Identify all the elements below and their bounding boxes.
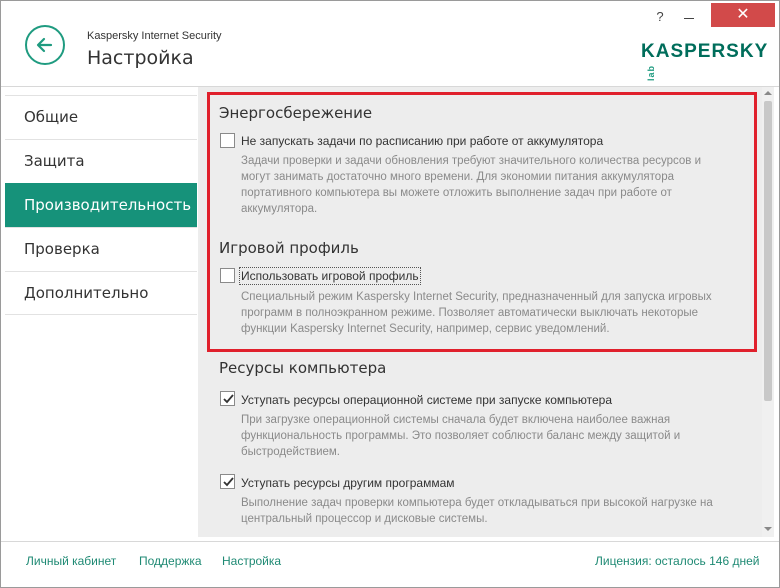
page-title: Настройка: [87, 47, 194, 69]
resources-os-checkbox[interactable]: [220, 391, 235, 406]
app-name: Kaspersky Internet Security: [87, 30, 222, 42]
back-button[interactable]: [25, 25, 65, 65]
minimize-button[interactable]: [675, 7, 703, 27]
scroll-thumb[interactable]: [764, 101, 772, 401]
sidebar-item-advanced[interactable]: Дополнительно: [5, 271, 197, 315]
power-desc-line: Задачи проверки и задачи обновления требуют значительного количества ресурсов и: [241, 155, 702, 167]
resources-os-desc-line: функциональность программы. Это позволяет соблюсти баланс между защитой и: [241, 430, 681, 442]
scroll-up-icon[interactable]: [764, 91, 772, 95]
footer: [1, 541, 779, 587]
scroll-down-icon[interactable]: [764, 527, 772, 531]
game-desc-line: функции Kaspersky Internet Security, например, сервис уведомлений.: [241, 323, 610, 335]
resources-os-desc-line: При загрузке операционной системы сначала будет включена наиболее важная: [241, 414, 671, 426]
resources-os-label[interactable]: Уступать ресурсы операционной системе при запуске компьютера: [241, 393, 613, 407]
resources-programs-checkbox[interactable]: [220, 474, 235, 489]
checkmark-icon: [222, 392, 235, 405]
help-button[interactable]: ?: [656, 9, 664, 24]
vertical-scrollbar[interactable]: [762, 87, 774, 537]
sidebar-item-scan[interactable]: Проверка: [5, 227, 197, 271]
game-section-title: Игровой профиль: [219, 239, 359, 257]
resources-section-title: Ресурсы компьютера: [219, 359, 387, 377]
highlight-frame: [207, 92, 757, 352]
power-option-label[interactable]: Не запускать задачи по расписанию при работе от аккумулятора: [241, 134, 604, 148]
resources-programs-desc-line: центральный процессор и дисковые системы.: [241, 513, 488, 525]
resources-programs-description: [241, 495, 741, 527]
support-link[interactable]: Поддержка: [139, 554, 202, 568]
license-status[interactable]: Лицензия: осталось 146 дней: [595, 554, 760, 568]
sidebar-item-performance[interactable]: Производительность: [5, 183, 197, 227]
game-option-label[interactable]: Использовать игровой профиль: [241, 269, 419, 283]
power-desc-line: портативного компьютера вы можете отложить выполнение задач при работе от: [241, 187, 672, 199]
arrow-left-icon: [35, 35, 55, 55]
header: [1, 1, 779, 87]
checkmark-icon: [222, 475, 235, 488]
close-button[interactable]: ✕: [711, 3, 775, 27]
sidebar: [5, 95, 197, 541]
minimize-icon: [684, 18, 694, 19]
sidebar-item-protection[interactable]: Защита: [5, 139, 197, 183]
game-desc-line: Специальный режим Kaspersky Internet Security, предназначенный для запуска игровых: [241, 291, 712, 303]
power-desc-line: аккумулятора.: [241, 203, 318, 215]
game-desc-line: программ в полноэкранном режиме. Позволяет автоматически выключать некоторые: [241, 307, 699, 319]
logo-text: KASPERSKY: [641, 41, 769, 62]
power-desc-line: могут занимать достаточно много времени. Для экономии питания аккумулятора: [241, 171, 674, 183]
power-section-title: Энергосбережение: [219, 104, 373, 122]
logo-lab: lab: [646, 64, 657, 82]
resources-programs-desc-line: Выполнение задач проверки компьютера будет откладываться при высокой нагрузке на: [241, 497, 713, 509]
resources-os-desc-line: быстродействием.: [241, 446, 340, 458]
kaspersky-logo: [641, 41, 779, 85]
resources-programs-label[interactable]: Уступать ресурсы другим программам: [241, 476, 455, 490]
settings-link[interactable]: Настройка: [222, 554, 282, 568]
personal-account-link[interactable]: Личный кабинет: [26, 554, 117, 568]
resources-os-description: [241, 412, 741, 460]
sidebar-item-general[interactable]: Общие: [5, 95, 197, 139]
